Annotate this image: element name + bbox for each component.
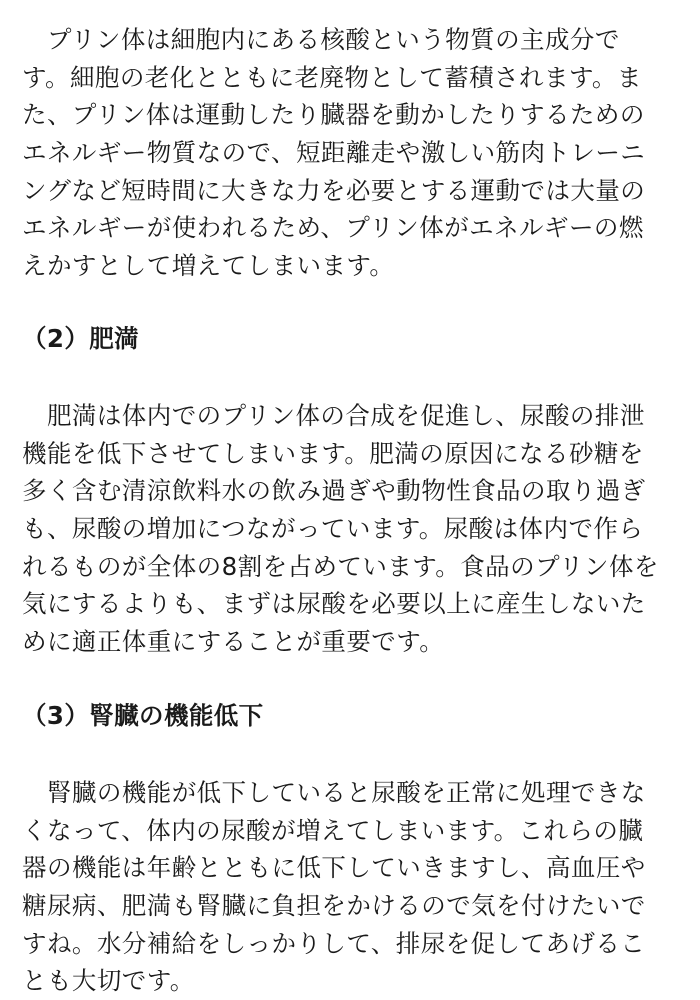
text-line: 多く含む清涼飲料水の飲み過ぎや動物性食品の取り過ぎ xyxy=(22,476,646,506)
text-line: 腎臓の機能が低下していると尿酸を正常に処理できな xyxy=(22,778,646,807)
paragraph-purine-cause xyxy=(22,21,682,285)
text-line: くなって、体内の尿酸が増えてしまいます。これらの臓 xyxy=(22,815,644,845)
text-line: 肥満は体内でのプリン体の合成を促進し、尿酸の排泄 xyxy=(22,401,645,430)
paragraph-obesity xyxy=(22,397,682,661)
text-line: エネルギー物質なので、短距離走や激しい筋肉トレーニ xyxy=(22,138,646,168)
text-line: 器の機能は年齢とともに低下していきますし、高血圧や xyxy=(22,853,646,883)
text-line: も、尿酸の増加につながっています。尿酸は体内で作ら xyxy=(22,514,644,544)
section-heading-obesity: （2）肥満 xyxy=(22,324,140,353)
text-line: す。細胞の老化とともに老廃物として蓄積されます。ま xyxy=(22,62,642,92)
text-line: れるものが全体の8割を占めています。食品のプリン体を xyxy=(22,551,659,581)
text-line: ングなど短時間に大きな力を必要とする運動では大量の xyxy=(22,175,646,205)
text-line: めに適正体重にすることが重要です。 xyxy=(22,627,445,657)
paragraph-kidney xyxy=(22,774,682,1000)
text-line: 機能を低下させてしまいます。肥満の原因になる砂糖を xyxy=(22,438,644,468)
text-line: た、プリン体は運動したり臓器を動かしたりするための xyxy=(22,100,645,130)
text-line: 気にするよりも、まずは尿酸を必要以上に産生しないた xyxy=(22,589,646,619)
section-heading-kidney: （3）腎臓の機能低下 xyxy=(22,701,264,730)
text-line: えかすとして増えてしまいます。 xyxy=(22,251,395,281)
text-line: プリン体は細胞内にある核酸という物質の主成分で xyxy=(22,25,620,54)
text-line: すね。水分補給をしっかりして、排尿を促してあげるこ xyxy=(22,928,646,958)
text-line: 糖尿病、肥満も腎臓に負担をかけるので気を付けたいで xyxy=(22,891,646,921)
text-line: エネルギーが使われるため、プリン体がエネルギーの燃 xyxy=(22,213,644,243)
text-line: とも大切です。 xyxy=(22,966,195,996)
